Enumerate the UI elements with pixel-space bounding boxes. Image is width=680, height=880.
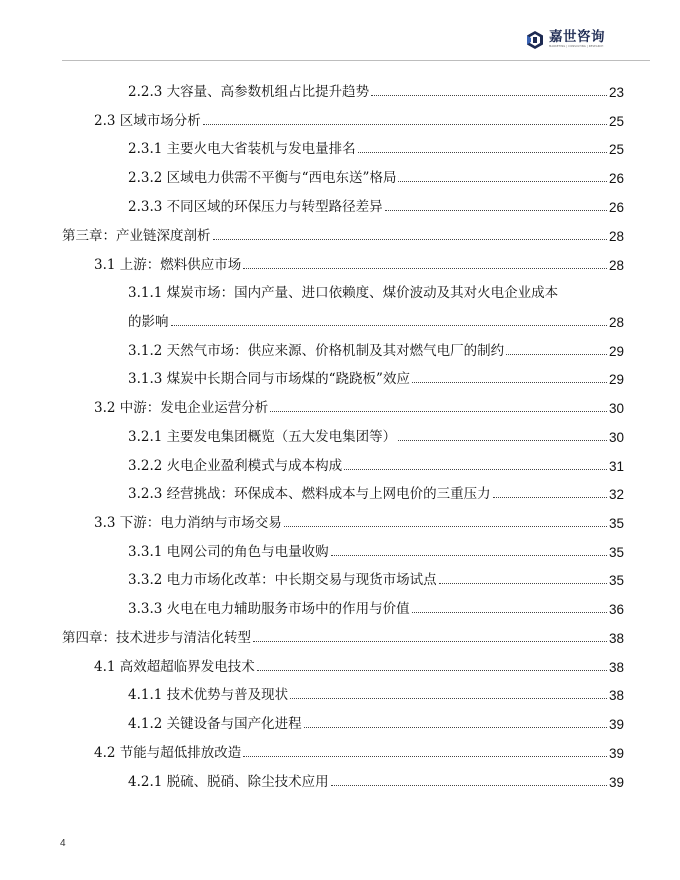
toc-entry-page: 39 xyxy=(608,746,624,761)
toc-entry-title: 3.1.2 天然气市场：供应来源、价格机制及其对燃气电厂的制约 xyxy=(128,343,505,359)
toc-entry-page: 29 xyxy=(608,372,624,387)
toc-leader xyxy=(304,727,607,728)
toc-chapter[interactable] xyxy=(62,626,624,646)
toc-entry[interactable] xyxy=(128,683,624,703)
toc-entry-title: 3.2.2 火电企业盈利模式与成本构成 xyxy=(128,458,343,474)
toc-entry-title: 3.3 下游：电力消纳与市场交易 xyxy=(94,515,282,531)
toc-entry-page: 31 xyxy=(608,459,624,474)
toc-leader xyxy=(439,583,607,584)
toc-entry[interactable] xyxy=(128,137,624,157)
toc-entry[interactable] xyxy=(128,310,624,330)
toc-entry-title: 3.1 上游：燃料供应市场 xyxy=(94,257,242,273)
toc-entry[interactable] xyxy=(128,540,624,560)
toc-entry-title: 3.3.2 电力市场化改革：中长期交易与现货市场试点 xyxy=(128,572,437,588)
toc-entry-page: 32 xyxy=(608,487,624,502)
toc-entry-page: 39 xyxy=(608,717,624,732)
toc-entry-title: 4.1.1 技术优势与普及现状 xyxy=(128,687,289,703)
toc-entry-page: 26 xyxy=(608,200,624,215)
toc-entry[interactable] xyxy=(128,712,624,732)
toc-entry-page: 25 xyxy=(608,114,624,129)
toc-entry-title: 第四章：技术进步与清洁化转型 xyxy=(62,630,251,646)
toc-leader xyxy=(506,354,607,355)
toc-entry[interactable] xyxy=(94,109,624,129)
toc-entry[interactable] xyxy=(94,396,624,416)
toc-leader xyxy=(358,152,607,153)
toc-entry[interactable] xyxy=(128,195,624,215)
toc-leader xyxy=(412,382,607,383)
toc-entry[interactable] xyxy=(128,339,624,359)
toc-entry-title: 的影响 xyxy=(128,314,169,330)
logo-title: 嘉世咨询 xyxy=(549,29,605,46)
toc-entry-title: 4.1.2 关键设备与国产化进程 xyxy=(128,716,302,732)
toc-entry[interactable] xyxy=(128,597,624,617)
toc-leader xyxy=(284,526,607,527)
toc-leader xyxy=(213,239,607,240)
toc-entry-title: 2.3.1 主要火电大省装机与发电量排名 xyxy=(128,141,356,157)
toc-chapter[interactable] xyxy=(62,224,624,244)
toc-entry-page: 26 xyxy=(608,171,624,186)
toc-entry-page: 39 xyxy=(608,775,624,790)
toc-entry-page: 38 xyxy=(608,631,624,646)
toc-entry[interactable] xyxy=(94,655,624,675)
toc-entry-page: 30 xyxy=(608,430,624,445)
toc-entry-title: 4.2.1 脱硫、脱硝、除尘技术应用 xyxy=(128,774,329,790)
toc-leader xyxy=(243,268,607,269)
toc-leader xyxy=(331,785,607,786)
toc-entry[interactable] xyxy=(128,425,624,445)
toc-entry-title: 3.1.3 煤炭中长期合同与市场煤的“跷跷板”效应 xyxy=(128,371,410,387)
toc-entry[interactable] xyxy=(128,367,624,387)
toc-entry-page: 35 xyxy=(608,516,624,531)
toc-entry-page: 38 xyxy=(608,688,624,703)
toc-entry-title: 第三章：产业链深度剖析 xyxy=(62,228,211,244)
toc-entry[interactable] xyxy=(94,511,624,531)
toc-entry[interactable] xyxy=(128,568,624,588)
toc-leader xyxy=(344,469,607,470)
toc-entry[interactable] xyxy=(128,770,624,790)
toc-entry-page: 23 xyxy=(608,85,624,100)
toc-entry-page: 28 xyxy=(608,258,624,273)
toc-entry-page: 30 xyxy=(608,401,624,416)
toc-entry-title: 3.3.3 火电在电力辅助服务市场中的作用与价值 xyxy=(128,601,410,617)
toc-entry-title: 3.2.1 主要发电集团概览（五大发电集团等） xyxy=(128,429,397,445)
toc-leader xyxy=(203,124,607,125)
toc-entry[interactable] xyxy=(128,80,624,100)
toc-entry-title: 3.3.1 电网公司的角色与电量收购 xyxy=(128,544,329,560)
toc-entry[interactable] xyxy=(128,166,624,186)
toc-entry-first-line[interactable]: 3.1.1 煤炭市场：国内产量、进口依赖度、煤价波动及其对火电企业成本 xyxy=(128,285,559,301)
toc-entry-title: 2.2.3 大容量、高参数机组占比提升趋势 xyxy=(128,84,370,100)
toc-leader xyxy=(371,95,607,96)
toc-entry-page: 38 xyxy=(608,660,624,675)
toc-leader xyxy=(493,497,607,498)
toc-leader xyxy=(257,670,607,671)
toc-leader xyxy=(331,555,607,556)
toc-entry-page: 28 xyxy=(608,229,624,244)
toc-entry[interactable] xyxy=(94,253,624,273)
toc-entry-page: 28 xyxy=(608,315,624,330)
toc-leader xyxy=(385,210,607,211)
toc-leader xyxy=(243,756,607,757)
toc-entry-title: 3.2 中游：发电企业运营分析 xyxy=(94,400,269,416)
toc-entry[interactable] xyxy=(128,454,624,474)
toc-entry-page: 35 xyxy=(608,573,624,588)
logo-tagline: MARKETING | CONSULTING | RESEARCH xyxy=(549,44,604,48)
toc-leader xyxy=(412,612,607,613)
toc-entry-page: 36 xyxy=(608,602,624,617)
toc-entry-page: 25 xyxy=(608,142,624,157)
toc-entry-title: 2.3.3 不同区域的环保压力与转型路径差异 xyxy=(128,199,383,215)
toc-entry-title: 4.1 高效超超临界发电技术 xyxy=(94,659,255,675)
toc-leader xyxy=(398,181,607,182)
toc-leader xyxy=(171,325,607,326)
toc-entry-page: 29 xyxy=(608,344,624,359)
toc-entry-title: 3.2.3 经营挑战：环保成本、燃料成本与上网电价的三重压力 xyxy=(128,486,491,502)
toc-leader xyxy=(290,698,607,699)
toc-leader xyxy=(253,641,607,642)
toc-leader xyxy=(270,411,607,412)
toc-entry-title: 2.3 区域市场分析 xyxy=(94,113,201,129)
toc-leader xyxy=(398,440,607,441)
page-number: 4 xyxy=(60,838,66,849)
toc-entry-title: 2.3.2 区域电力供需不平衡与“西电东送”格局 xyxy=(128,170,397,186)
toc-entry[interactable] xyxy=(94,741,624,761)
toc-entry[interactable] xyxy=(128,482,624,502)
toc-entry-page: 35 xyxy=(608,545,624,560)
toc-entry-title: 4.2 节能与超低排放改造 xyxy=(94,745,242,761)
